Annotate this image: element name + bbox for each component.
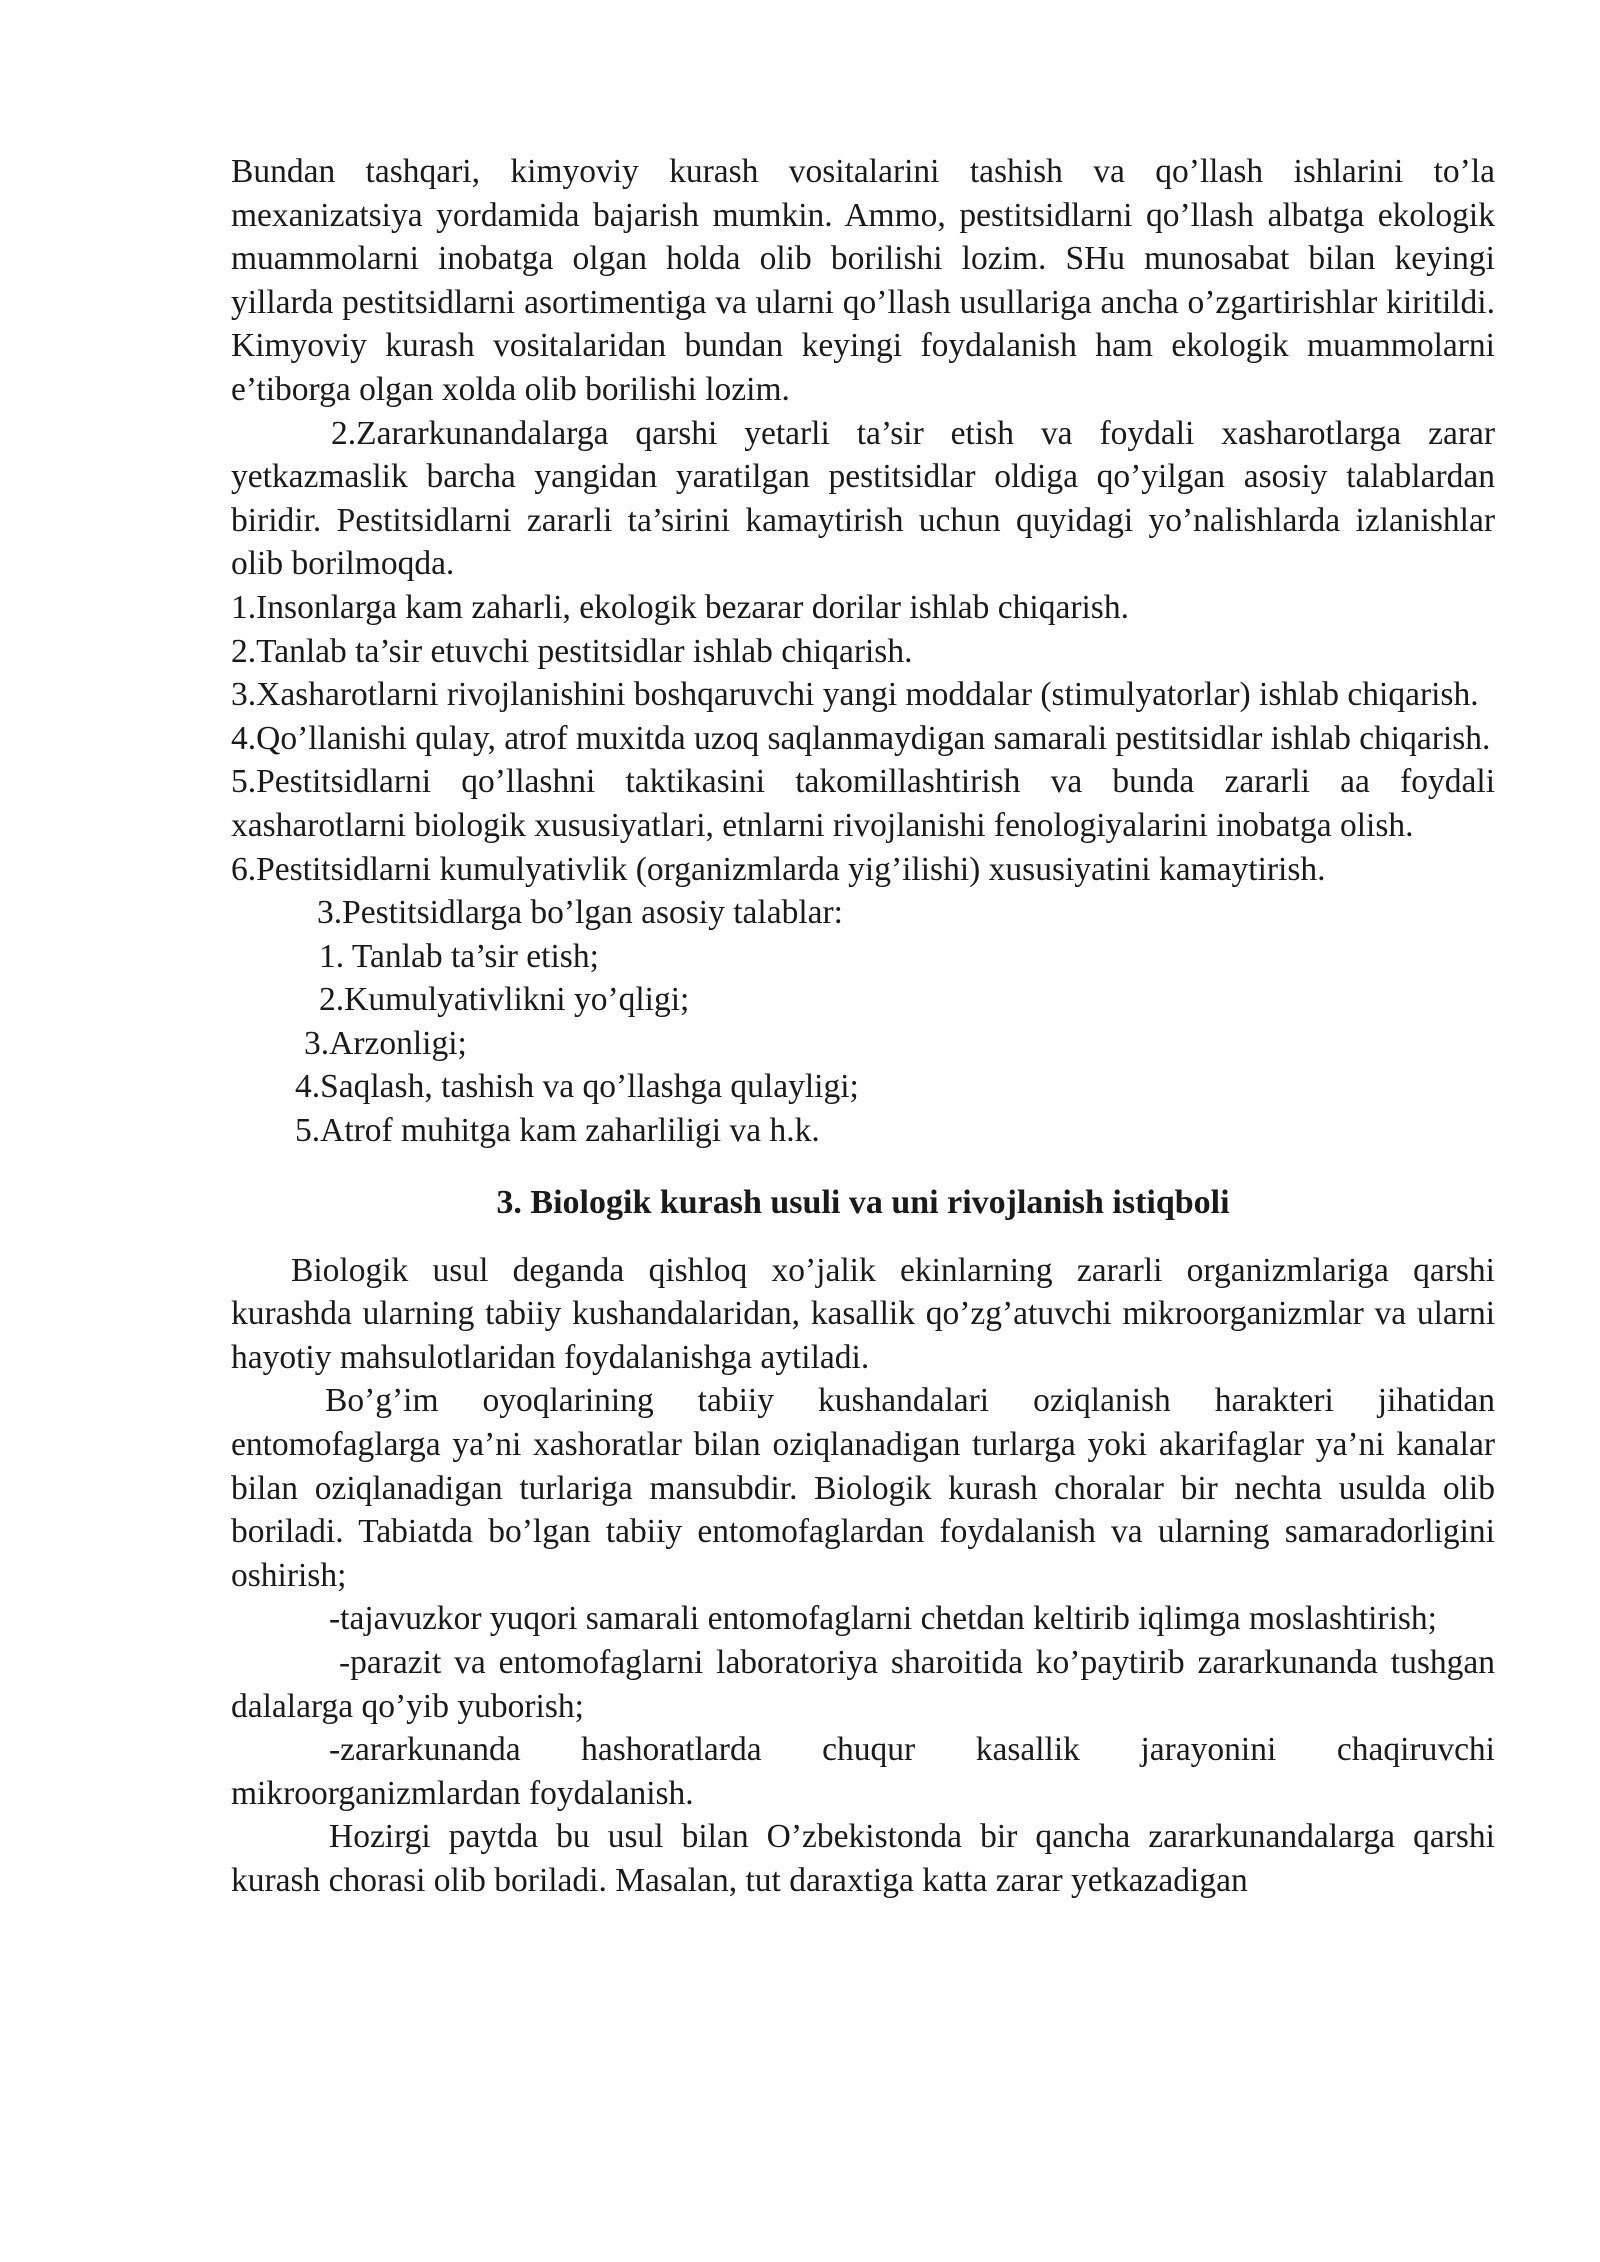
paragraph-biological-method-definition: Biologik usul deganda qishloq xo’jalik ekinlarning zararli organizmlariga qarshi kurashda ularning tabiiy kushandalaridan, kasallik qo’zg’atuvchi mikroorganizmlar va ularni hayotiy mahsulotlaridan foydalanishga aytiladi. bbox=[231, 1251, 1495, 1376]
requirement-item-1: 1. Tanlab ta’sir etish; bbox=[319, 937, 599, 975]
bullet-release-parasites: -parazit va entomofaglarni laboratoriya sharoitida ko’paytirib zararkunanda tushgan dalalarga qo’yib yuborish; bbox=[231, 1644, 1495, 1725]
direction-item-5: 5.Pestitsidlarni qo’llashni taktikasini takomillashtirish va bunda zararli aa foydali xasharotlarni biologik xususiyatlari, etnlarni rivojlanishi fenologiyalarini inobatga olish. bbox=[231, 763, 1495, 844]
paragraph-chemical-control: Bundan tashqari, kimyoviy kurash vositalarini tashish va qo’llash ishlarini to’la mexanizatsiya yordamida bajarish mumkin. Ammo, pestitsidlarni qo’llash albatga ekologik muammolarni inobatga olgan holda olib borilishi lozim. SHu munosabat bilan keyingi yillarda pestitsidlarni asortimentiga va ularni qo’llash usullariga ancha o’zgartirishlar kiritildi. Kimyoviy kurash vositalaridan bundan keyingi foydalanish ham ekologik muammolarni e’tiborga olgan xolda olib borilishi lozim. bbox=[231, 153, 1495, 408]
bullet-introduce-entomophages: -tajavuzkor yuqori samarali entomofaglarni chetdan keltirib iqlimga moslashtirish; bbox=[329, 1600, 1437, 1638]
requirement-item-4: 4.Saqlash, tashish va qo’llashga qulayligi; bbox=[295, 1068, 859, 1106]
paragraph-uzbekistan-usage: Hozirgi paytda bu usul bilan O’zbekistonda bir qancha zararkunandalarga qarshi kurash chorasi olib boriladi. Masalan, tut daraxtiga katta zarar yetkazadigan bbox=[231, 1818, 1495, 1899]
paragraph-natural-enemies: Bo’g’im oyoqlarining tabiiy kushandalari oziqlanish harakteri jihatidan entomofaglarga ya’ni xashoratlar bilan oziqlanadigan turlarga yoki akarifaglar ya’ni kanalar bilan oziqlanadigan turlariga mansubdir. Biologik kurash choralar bir nechta usulda olib boriladi. Tabiatda bo’lgan tabiiy entomofaglardan foydalanish va ularning samaradorligini oshirish; bbox=[231, 1382, 1495, 1594]
direction-item-4: 4.Qo’llanishi qulay, atrof muxitda uzoq saqlanmaydigan samarali pestitsidlar ishlab chiqarish. bbox=[231, 719, 1491, 757]
direction-item-6: 6.Pestitsidlarni kumulyativlik (organizmlarda yig’ilishi) xususiyatini kamaytirish. bbox=[231, 850, 1326, 888]
direction-item-3: 3.Xasharotlarni rivojlanishini boshqaruvchi yangi moddalar (stimulyatorlar) ishlab chiqarish. bbox=[231, 676, 1479, 714]
document-page bbox=[231, 150, 1495, 1903]
direction-item-1: 1.Insonlarga kam zaharli, ekologik bezarar dorilar ishlab chiqarish. bbox=[231, 588, 1129, 626]
requirements-title: 3.Pestitsidlarga bo’lgan asosiy talablar: bbox=[317, 894, 843, 932]
paragraph-pesticide-requirements-intro: 2.Zararkunandalarga qarshi yetarli ta’sir etish va foydali xasharotlarga zarar yetkazmaslik barcha yangidan yaratilgan pestitsidlar oldiga qo’yilgan asosiy talablardan biridir. Pestitsidlarni zararli ta’sirini kamaytirish uchun quyidagi yo’nalishlarda izlanishlar olib borilmoqda. bbox=[231, 414, 1495, 583]
bullet-microorganisms: -zararkunanda hashoratlarda chuqur kasallik jarayonini chaqiruvchi mikroorganizmlardan foydalanish. bbox=[231, 1731, 1495, 1812]
requirement-item-3: 3.Arzonligi; bbox=[304, 1024, 467, 1062]
requirement-item-2: 2.Kumulyativlikni yo’qligi; bbox=[319, 981, 690, 1019]
section-heading: 3. Biologik kurash usuli va uni rivojlanish istiqboli bbox=[496, 1183, 1230, 1221]
requirement-item-5: 5.Atrof muhitga kam zaharliligi va h.k. bbox=[295, 1112, 820, 1150]
direction-item-2: 2.Tanlab ta’sir etuvchi pestitsidlar ishlab chiqarish. bbox=[231, 632, 913, 670]
